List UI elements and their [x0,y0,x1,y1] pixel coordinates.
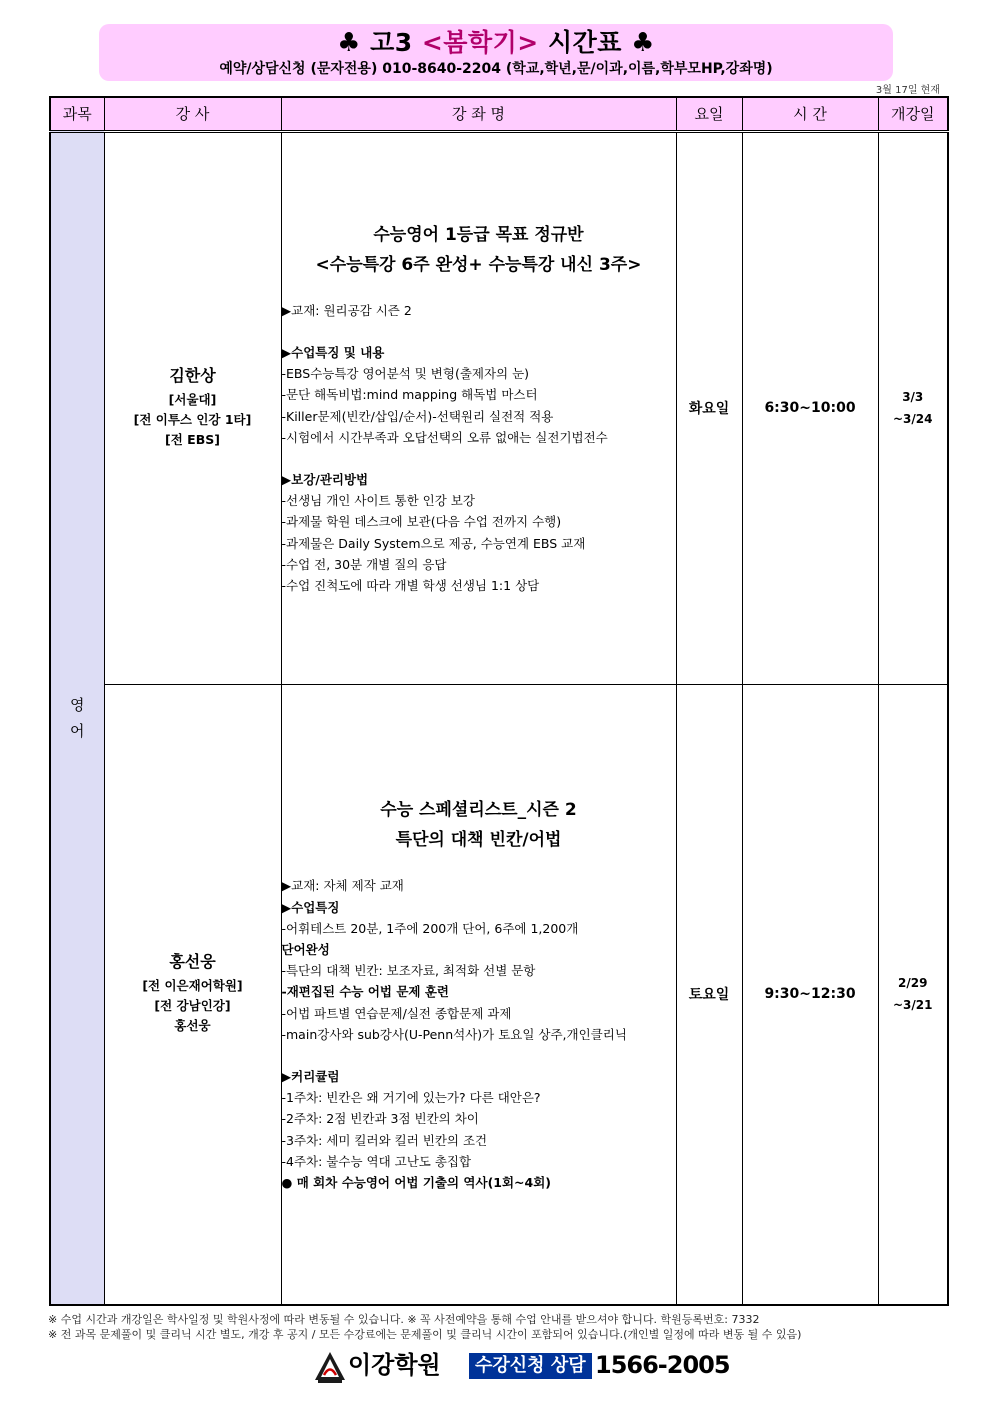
course-subtitle: 특단의 대책 빈칸/어법 [395,830,562,851]
detail-line: -수업 진척도에 따라 개별 학생 선생님 1:1 상담 [281,578,540,594]
registration-label: 수강신청 상담 [469,1353,592,1379]
subject-label-1: 영 [70,696,85,715]
footer [312,1348,732,1384]
course-title: 수능영어 1등급 목표 정규반 [373,224,584,245]
day-cell: 토요일 [676,684,742,1305]
detail-line: -Killer문제(빈칸/삽입/순서)-선택원리 실전적 적용 [281,408,554,424]
detail-line: -3주차: 세미 킬러와 킬러 빈칸의 조건 [281,1132,488,1148]
detail-heading: ▶커리큘럼 [281,1068,340,1084]
title-schedule: 시간표 [547,28,622,57]
course-cell [281,131,676,684]
detail-line: -어법 파트별 연습문제/실전 종합문제 과제 [281,1005,512,1021]
teacher-note: [전 강남인강] [154,998,231,1014]
detail-line: -과제물은 Daily System으로 제공, 수능연계 EBS 교재 [281,535,586,551]
course-cell [281,684,676,1305]
teacher-name: 홍선웅 [169,952,216,972]
phone-number: 1566-2005 [595,1351,730,1379]
academy-name: 이강학원 [348,1351,441,1379]
detail-line: -2주차: 2점 빈칸과 3점 빈칸의 차이 [281,1111,479,1127]
teacher-cell [104,684,281,1305]
club-icon: ♣ [337,28,361,58]
teacher-cell [104,131,281,684]
detail-line: -EBS수능특강 영어분석 및 변형(출제자의 눈) [281,366,530,382]
start-date: 3/3 [902,390,924,404]
detail-line: -1주차: 빈칸은 왜 거기에 있는가? 다른 대안은? [281,1090,541,1106]
subject-label-2: 어 [70,722,85,741]
detail-line: -시험에서 시간부족과 오답선택의 오류 없애는 실전기법전수 [281,429,608,445]
detail-spacer [282,321,676,342]
title-banner [99,24,893,81]
timetable [49,96,949,1306]
detail-line: -수업 전, 30분 개별 질의 응답 [281,556,447,572]
footnotes [48,1312,801,1342]
col-header-subject: 과목 [50,97,104,131]
teacher-note: [전 이투스 인강 1타] [133,412,252,427]
course-title: 수능 스페셜리스트_시즌 2 [380,800,577,821]
col-header-course: 강 좌 명 [281,97,676,131]
detail-line: -어휘테스트 20분, 1주에 200개 단어, 6주에 1,200개 [281,920,579,936]
title-grade: 고3 [370,28,413,57]
club-icon: ♣ [631,28,655,58]
col-header-time: 시 간 [742,97,878,131]
detail-line: ● 매 회차 수능영어 어법 기출의 역사(1회~4회) [281,1174,552,1190]
detail-line: -선생님 개인 사이트 통한 인강 보강 [281,493,475,509]
header-row [50,97,948,131]
reservation-info: 예약/상담신청 (문자전용) 010-8640-2204 (학교,학년,문/이과,이름,학부모HP,강좌명) [219,61,773,77]
end-date: ~3/24 [893,412,933,426]
detail-line: -4주차: 불수능 역대 고난도 총집합 [281,1153,472,1169]
detail-spacer [282,448,676,469]
detail-line: 단어완성 [281,941,330,957]
col-header-teacher: 강 사 [104,97,281,131]
day-cell: 화요일 [676,131,742,684]
detail-line: -main강사와 sub강사(U-Penn석사)가 토요일 상주,개인클리닉 [281,1026,627,1042]
table-row [50,684,948,1305]
start-date: 2/29 [898,976,928,991]
detail-line: -특단의 대책 빈칸: 보조자료, 최적화 선별 문항 [281,963,536,979]
start-date-cell [878,131,948,684]
detail-line: ▶교재: 원리공감 시즌 2 [281,302,412,318]
footnote: ※ 수업 시간과 개강일은 학사일정 및 학원사정에 따라 변동될 수 있습니다. ※ 꼭 사전예약을 통해 수업 안내를 받으셔야 합니다. 학원등록번호: 7332 [48,1313,760,1326]
teacher-note: [전 EBS] [165,432,220,447]
detail-heading: ▶수업특징 [281,899,340,915]
as-of-date: 3월 17일 현재 [875,85,940,96]
detail-line: -과제물 학원 데스크에 보관(다음 수업 전까지 수행) [281,514,562,530]
detail-line: -문단 해독비법:mind mapping 해독법 마스터 [281,387,538,403]
detail-heading: ▶수업특징 및 내용 [281,344,385,360]
page-title [99,28,893,58]
time-cell: 9:30~12:30 [742,684,878,1305]
course-subtitle: <수능특강 6주 완성+ 수능특강 내신 3주> [315,254,642,275]
course-details [282,875,676,1193]
title-term: <봄학기> [421,28,539,57]
footnote: ※ 전 과목 문제풀이 및 클리닉 시간 별도, 개강 후 공지 / 모든 수강료에는 문제풀이 및 클리닉 시간이 포함되어 있습니다.(개인별 일정에 따라 변동 될 수 있음) [48,1328,802,1341]
col-header-start: 개강일 [878,97,948,131]
detail-spacer [282,1045,676,1066]
teacher-note: [전 이은재어학원] [142,978,243,994]
end-date: ~3/21 [893,998,933,1013]
start-date-cell [878,684,948,1305]
table-row [50,131,948,684]
subject-cell [50,131,104,1305]
academy-logo-icon [312,1350,348,1384]
detail-heading: ▶보강/관리방법 [281,472,369,487]
course-details [282,300,676,596]
detail-line: ▶교재: 자체 제작 교재 [281,878,404,894]
teacher-name: 김한상 [169,366,216,385]
teacher-note: 홍선웅 [174,1018,211,1034]
teacher-note: [서울대] [168,392,217,407]
time-cell: 6:30~10:00 [742,131,878,684]
col-header-day: 요일 [676,97,742,131]
detail-line: -재편집된 수능 어법 문제 훈련 [281,984,449,1000]
